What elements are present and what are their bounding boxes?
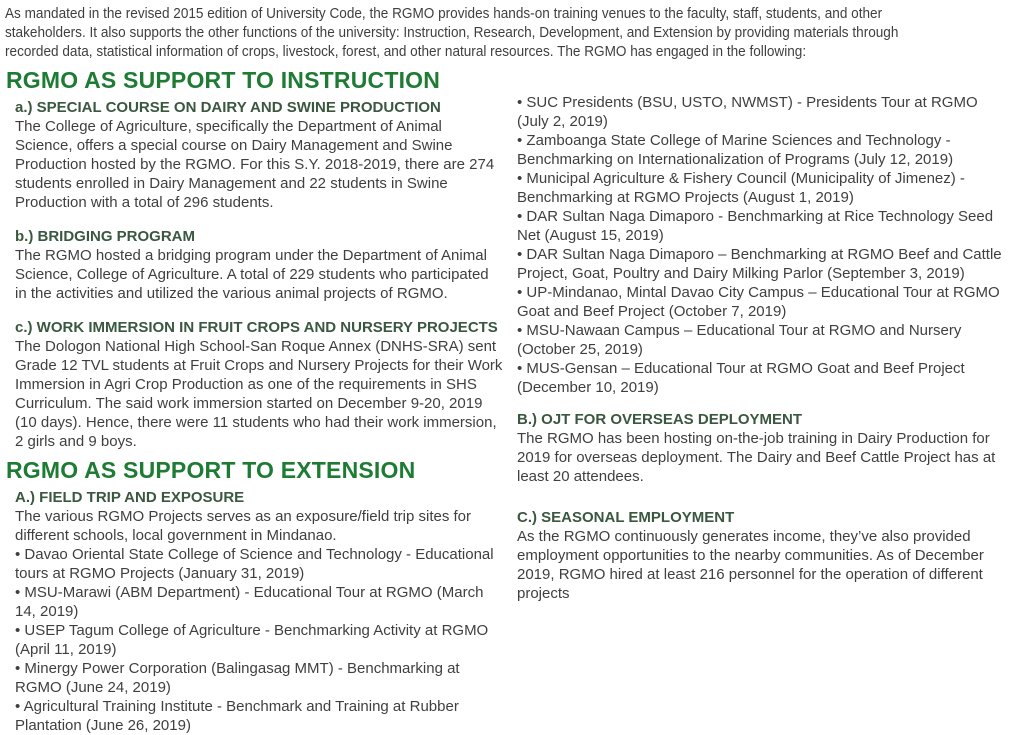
bullet-item: • Davao Oriental State College of Science and Technology - Educational tours at RGMO Projects (January 31, 2019) bbox=[15, 546, 494, 582]
bullet-item: • Minergy Power Corporation (Balingasag MMT) - Benchmarking at RGMO (June 24, 2019) bbox=[15, 660, 460, 696]
right-column bbox=[517, 61, 1010, 603]
bullet-item: • SUC Presidents (BSU, USTO, NWMST) - Presidents Tour at RGMO (July 2, 2019) bbox=[517, 94, 978, 130]
instruction-sections bbox=[15, 98, 503, 451]
section-body-seasonal: As the RGMO continuously generates income, they’ve also provided employment opportunities to the nearby communities. As of December 2019, RGMO hired at least 216 personnel for the operation of different projects bbox=[517, 528, 984, 602]
field-trip-bullets-left bbox=[15, 545, 503, 735]
section-body-b: The RGMO hosted a bridging program under the Department of Animal Science, College of Agriculture. A total of 229 students who participated in the activities and utilized the various animal projects of RGMO. bbox=[15, 247, 489, 302]
section-body-ojt: The RGMO has been hosting on-the-job training in Dairy Production for 2019 for overseas deployment. The Dairy and Beef Cattle Project has at least 20 attendees. bbox=[517, 430, 996, 485]
section-body-c: The Dologon National High School-San Roque Annex (DNHS-SRA) sent Grade 12 TVL students at Fruit Crops and Nursery Projects for their Work Immersion in Agri Crop Production as one of the requirements in SHS Curriculum. The said work immersion started on December 9-20, 2019 (10 days). Hence, there were 11 students who had their work immersion, 2 girls and 9 boys. bbox=[15, 338, 503, 450]
extension-title: RGMO AS SUPPORT TO EXTENSION bbox=[6, 457, 416, 483]
bullet-item: • DAR Sultan Naga Dimaporo – Benchmarking at RGMO Beef and Cattle Project, Goat, Poultry and Dairy Milking Parlor (September 3, 2019) bbox=[517, 246, 1002, 282]
section-heading-field-trip: A.) FIELD TRIP AND EXPOSURE bbox=[15, 489, 245, 506]
section-ojt bbox=[517, 410, 1010, 486]
section-body-a: The College of Agriculture, specifically the Department of Animal Science, offers a special course on Dairy Management and Swine Production hosted by the RGMO. For this S.Y. 2018-2019, there are 274 students enrolled in Dairy Management and 22 students in Swine Production with a total of 296 students. bbox=[15, 118, 495, 211]
extension-sections bbox=[15, 488, 503, 735]
section-seasonal-employment bbox=[517, 508, 1010, 603]
report-page bbox=[0, 4, 1016, 734]
bullet-item: • Municipal Agriculture & Fishery Council (Municipality of Jimenez) - Benchmarking at RGMO Projects (August 1, 2019) bbox=[517, 170, 965, 206]
bullet-item: • Agricultural Training Institute - Benchmark and Training at Rubber Plantation (June 26, 2019) bbox=[15, 698, 459, 734]
intro-paragraph: As mandated in the revised 2015 edition of University Code, the RGMO provides hands-on training venues to the faculty, staff, students, and other stakeholders. It also supports the other functions of the university: Instruction, Research, Development, and Extension by providing materials through recorded data, statistical information of crops, livestock, forest, and other natural resources. The RGMO has engaged in the following: bbox=[5, 5, 899, 60]
section-body-field-trip: The various RGMO Projects serves as an exposure/field trip sites for different schools, local government in Mindanao. bbox=[15, 508, 472, 544]
bullet-item: • UP-Mindanao, Mintal Davao City Campus – Educational Tour at RGMO Goat and Beef Project (October 7, 2019) bbox=[517, 284, 1000, 320]
section-heading-ojt: B.) OJT FOR OVERSEAS DEPLOYMENT bbox=[517, 411, 803, 428]
bullet-item: • MSU-Marawi (ABM Department) - Educational Tour at RGMO (March 14, 2019) bbox=[15, 584, 484, 620]
section-special-course bbox=[15, 98, 503, 212]
section-heading-c: c.) WORK IMMERSION IN FRUIT CROPS AND NURSERY PROJECTS bbox=[15, 319, 498, 336]
left-column bbox=[6, 61, 503, 735]
two-column-layout bbox=[0, 61, 1016, 735]
section-work-immersion bbox=[15, 318, 503, 451]
bullet-item: • MSU-Nawaan Campus – Educational Tour at RGMO and Nursery (October 25, 2019) bbox=[517, 322, 962, 358]
bullet-item: • DAR Sultan Naga Dimaporo - Benchmarking at Rice Technology Seed Net (August 15, 2019) bbox=[517, 208, 994, 244]
section-heading-b: b.) BRIDGING PROGRAM bbox=[15, 228, 195, 245]
bullet-item: • Zamboanga State College of Marine Sciences and Technology - Benchmarking on Internationalization of Programs (July 12, 2019) bbox=[517, 132, 954, 168]
section-heading-seasonal: C.) SEASONAL EMPLOYMENT bbox=[517, 509, 735, 526]
field-trip-bullets-continued bbox=[517, 93, 1010, 397]
section-heading-a: a.) SPECIAL COURSE ON DAIRY AND SWINE PRODUCTION bbox=[15, 99, 441, 116]
bullet-item: • MUS-Gensan – Educational Tour at RGMO Goat and Beef Project (December 10, 2019) bbox=[517, 360, 965, 396]
section-field-trip bbox=[15, 488, 503, 735]
section-bridging-program bbox=[15, 227, 503, 303]
instruction-title: RGMO AS SUPPORT TO INSTRUCTION bbox=[6, 67, 441, 93]
bullet-item: • USEP Tagum College of Agriculture - Benchmarking Activity at RGMO (April 11, 2019) bbox=[15, 622, 489, 658]
